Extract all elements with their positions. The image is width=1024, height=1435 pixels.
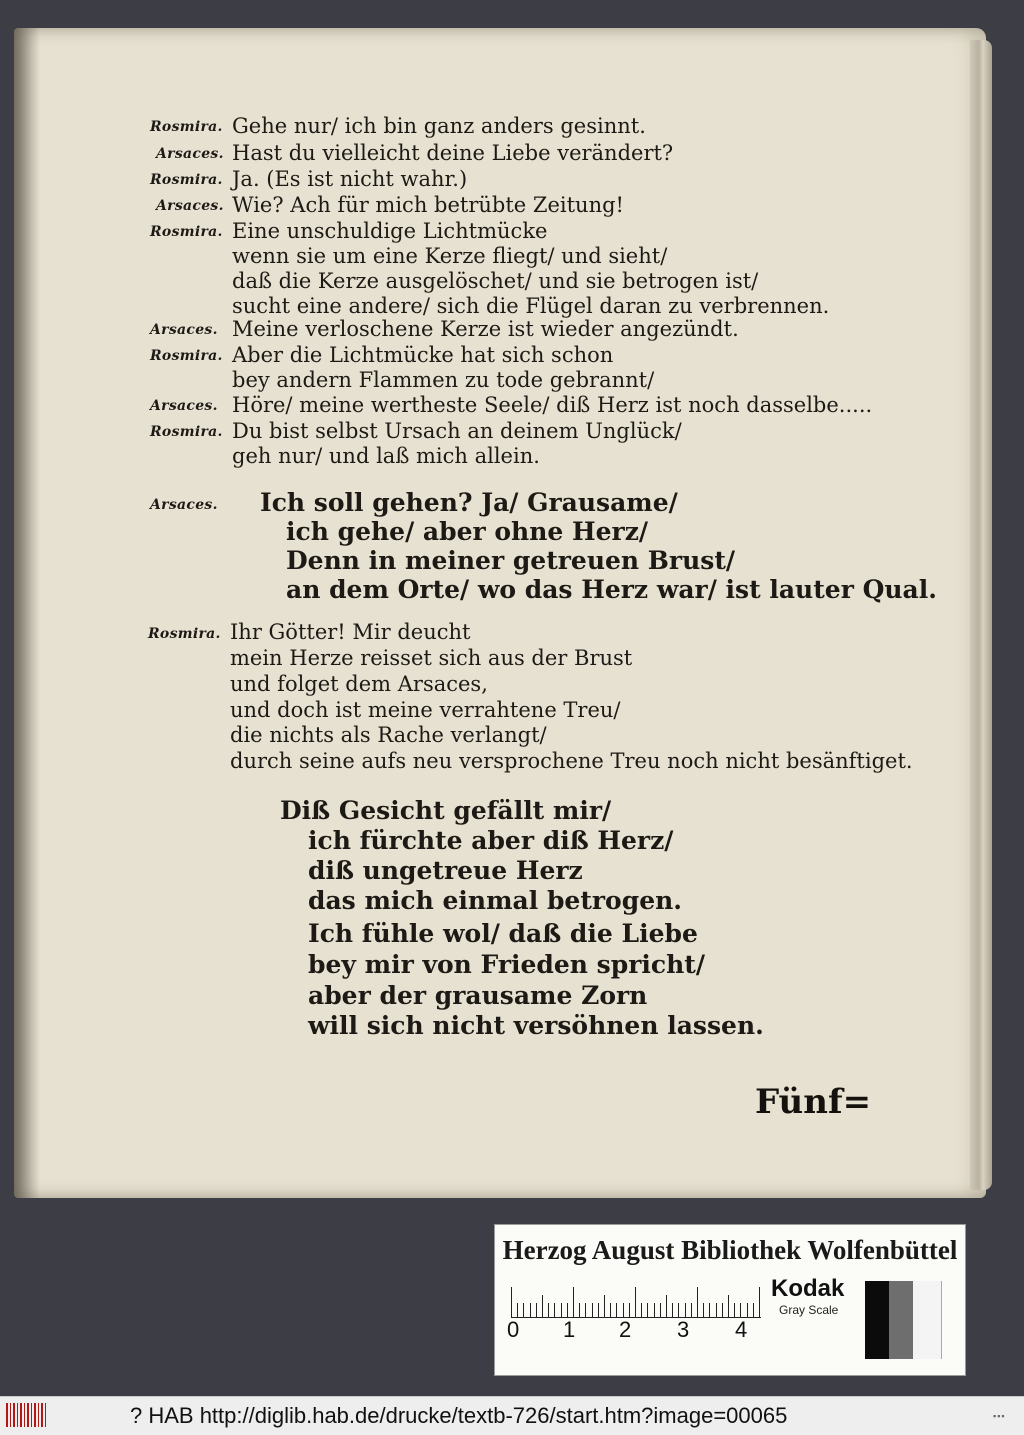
ruler-tick xyxy=(561,1303,562,1317)
text-line: durch seine aufs neu versprochene Treu noch nicht besänftiget. xyxy=(230,749,913,773)
ruler-tick xyxy=(579,1303,580,1317)
resize-grip-icon[interactable]: ▪▪▪ xyxy=(993,1411,1006,1421)
text-line: wenn sie um eine Kerze fliegt/ und sieht/ xyxy=(232,244,668,268)
ruler-tick xyxy=(517,1303,518,1317)
ruler-tick xyxy=(592,1303,593,1317)
text-line: Wie? Ach für mich betrübte Zeitung! xyxy=(232,193,624,217)
text-line: daß die Kerze ausgelöschet/ und sie betrogen ist/ xyxy=(232,269,759,293)
ruler-number: 2 xyxy=(619,1317,632,1342)
ruler-tick xyxy=(666,1295,667,1317)
aria-line: an dem Orte/ wo das Herz war/ ist lauter Qual. xyxy=(286,575,937,604)
ruler-number: 0 xyxy=(507,1317,520,1342)
text-line: Ihr Götter! Mir deucht xyxy=(230,620,471,644)
ruler-tick xyxy=(641,1303,642,1317)
speaker-label: Rosmira. xyxy=(150,172,223,188)
ruler-tick xyxy=(678,1303,679,1317)
aria-line: will sich nicht versöhnen lassen. xyxy=(308,1011,764,1040)
ruler-tick xyxy=(660,1303,661,1317)
ruler-tick xyxy=(536,1303,537,1317)
swatch-black xyxy=(865,1281,889,1359)
ruler-tick xyxy=(635,1287,636,1317)
ruler-tick xyxy=(728,1295,729,1317)
text-line: mein Herze reisset sich aus der Brust xyxy=(230,646,633,670)
ruler-tick xyxy=(716,1303,717,1317)
aria-line: Ich fühle wol/ daß die Liebe xyxy=(308,919,698,948)
page-edge xyxy=(970,40,992,1190)
ruler-number: 4 xyxy=(735,1317,748,1342)
speaker-label: Rosmira. xyxy=(150,424,223,440)
ruler-tick xyxy=(722,1303,723,1317)
ruler-tick xyxy=(672,1303,673,1317)
aria-line: Ich soll gehen? Ja/ Grausame/ xyxy=(260,488,678,517)
text-line: Höre/ meine wertheste Seele/ diß Herz ist noch dasselbe..... xyxy=(232,393,873,417)
ruler-tick xyxy=(530,1303,531,1317)
aria-line: ich fürchte aber diß Herz/ xyxy=(308,826,674,855)
swatch-white xyxy=(913,1281,942,1359)
speaker-label: Rosmira. xyxy=(150,348,223,364)
ruler-tick xyxy=(542,1295,543,1317)
text-line: Ja. (Es ist nicht wahr.) xyxy=(232,167,468,191)
text-line: die nichts als Rache verlangt/ xyxy=(230,723,547,747)
text-line: Aber die Lichtmücke hat sich schon xyxy=(232,343,614,367)
speaker-label: Arsaces. xyxy=(156,146,224,162)
ruler-tick xyxy=(604,1295,605,1317)
text-line: Meine verloschene Kerze ist wieder angezündt. xyxy=(232,317,739,341)
text-line: Eine unschuldige Lichtmücke xyxy=(232,219,548,243)
aria-line: ich gehe/ aber ohne Herz/ xyxy=(286,517,649,546)
ruler-tick xyxy=(548,1303,549,1317)
text-line: Gehe nur/ ich bin ganz anders gesinnt. xyxy=(232,114,646,138)
ruler-tick xyxy=(740,1303,741,1317)
speaker-label: Arsaces. xyxy=(150,497,218,513)
ruler-tick xyxy=(567,1303,568,1317)
ruler-tick xyxy=(610,1303,611,1317)
catchword: Fünf= xyxy=(755,1082,872,1122)
ruler-tick xyxy=(573,1287,574,1317)
ruler-tick xyxy=(709,1303,710,1317)
text-line: und doch ist meine verrahtene Treu/ xyxy=(230,698,621,722)
ruler-tick xyxy=(697,1287,698,1317)
ruler-tick xyxy=(759,1287,760,1317)
text-line: und folget dem Arsaces, xyxy=(230,672,488,696)
ruler-tick xyxy=(598,1303,599,1317)
aria-line: aber der grausame Zorn xyxy=(308,981,648,1010)
speaker-label: Arsaces. xyxy=(150,322,218,338)
ruler-tick xyxy=(685,1303,686,1317)
status-url[interactable]: ? HAB http://diglib.hab.de/drucke/textb-726/start.htm?image=00065 xyxy=(130,1403,788,1428)
ruler-tick xyxy=(554,1303,555,1317)
text-line: sucht eine andere/ sich die Flügel daran zu verbrennen. xyxy=(232,294,830,318)
ruler-tick xyxy=(734,1303,735,1317)
ruler-number: 3 xyxy=(677,1317,690,1342)
speaker-label: Rosmira. xyxy=(150,119,223,135)
aria-line: Denn in meiner getreuen Brust/ xyxy=(286,546,736,575)
kodak-brand: Kodak xyxy=(771,1275,845,1302)
barcode-icon xyxy=(6,1403,46,1427)
ruler-tick xyxy=(654,1303,655,1317)
text-line: geh nur/ und laß mich allein. xyxy=(232,444,540,468)
scale-ruler xyxy=(511,1287,761,1318)
ruler-tick xyxy=(691,1303,692,1317)
aria-line: Diß Gesicht gefällt mir/ xyxy=(280,796,612,825)
ruler-tick xyxy=(647,1303,648,1317)
library-label xyxy=(494,1224,966,1376)
aria-line: diß ungetreue Herz xyxy=(308,856,583,885)
ruler-tick xyxy=(753,1303,754,1317)
speaker-label: Arsaces. xyxy=(156,198,224,214)
ruler-tick xyxy=(511,1287,512,1317)
swatch-gray xyxy=(889,1281,913,1359)
ruler-tick xyxy=(523,1303,524,1317)
spine-shadow xyxy=(14,28,40,1198)
library-title: Herzog August Bibliothek Wolfenbüttel xyxy=(502,1235,958,1265)
gray-scale-label: Gray Scale xyxy=(779,1303,839,1317)
text-line: Hast du vielleicht deine Liebe verändert? xyxy=(232,141,674,165)
ruler-tick xyxy=(616,1303,617,1317)
aria-line: bey mir von Frieden spricht/ xyxy=(308,950,705,979)
ruler-tick xyxy=(585,1303,586,1317)
speaker-label: Arsaces. xyxy=(150,398,218,414)
text-line: bey andern Flammen zu tode gebrannt/ xyxy=(232,368,655,392)
aria-line: das mich einmal betrogen. xyxy=(308,886,682,915)
text-line: Du bist selbst Ursach an deinem Unglück/ xyxy=(232,419,682,443)
ruler-tick xyxy=(703,1303,704,1317)
status-bar xyxy=(0,1396,1024,1435)
ruler-number: 1 xyxy=(563,1317,576,1342)
ruler-tick xyxy=(629,1303,630,1317)
ruler-tick xyxy=(623,1303,624,1317)
speaker-label: Rosmira. xyxy=(150,224,223,240)
ruler-tick xyxy=(747,1303,748,1317)
speaker-label: Rosmira. xyxy=(148,626,221,642)
